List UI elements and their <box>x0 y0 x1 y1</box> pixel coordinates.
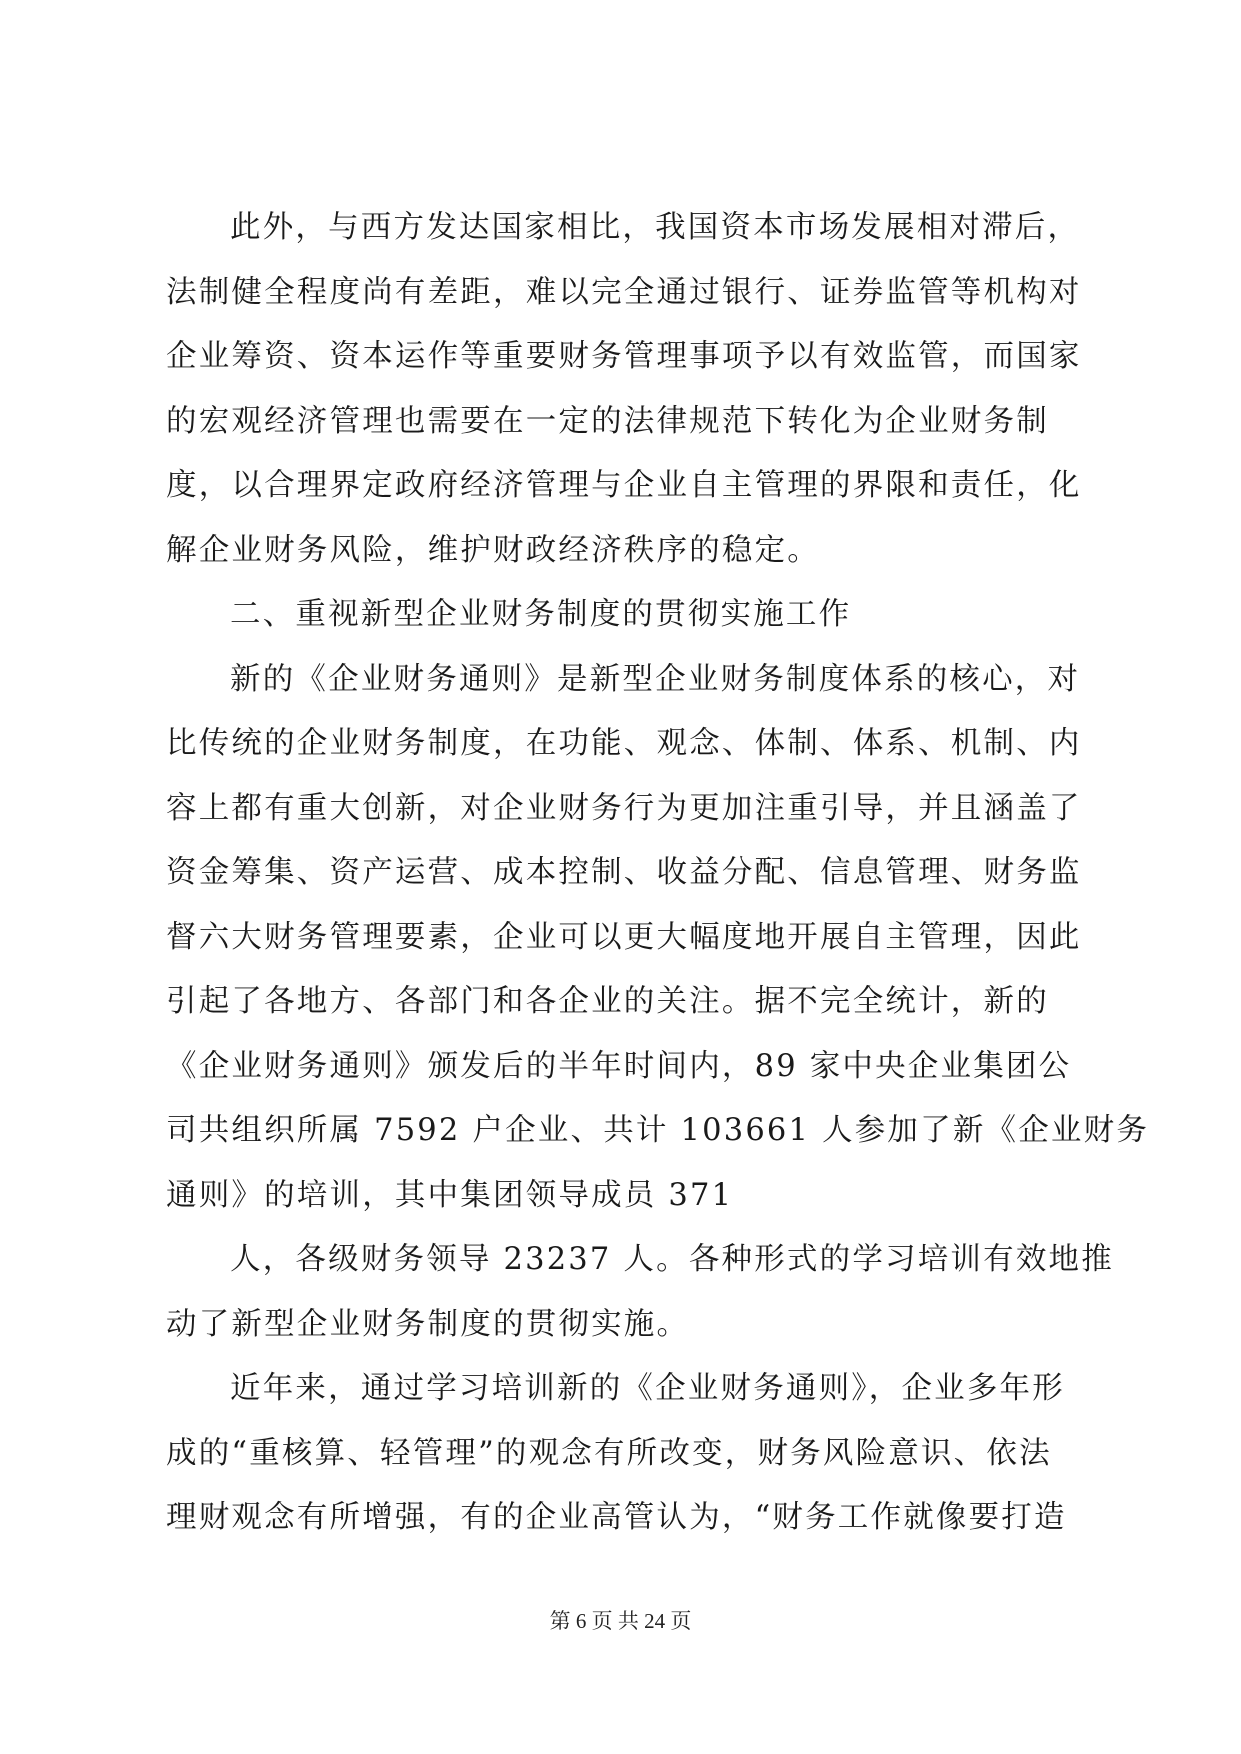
page-footer <box>0 1605 1241 1635</box>
text-line: 的宏观经济管理也需要在一定的法律规范下转化为企业财务制 <box>166 403 1049 439</box>
text-line: 企业筹资、资本运作等重要财务管理事项予以有效监管，而国家 <box>166 339 1082 374</box>
text-line: 解企业财务风险，维护财政经济秩序的稳定。 <box>166 532 820 568</box>
text-line: 成的“重核算、轻管理”的观念有所改变，财务风险意识、依法 <box>166 1435 1052 1471</box>
text-line: 人，各级财务领导 23237 人。各种形式的学习培训有效地推 <box>230 1242 1114 1277</box>
section-heading: 二、重视新型企业财务制度的贯彻实施工作 <box>230 597 852 632</box>
text-line: 资金筹集、资产运营、成本控制、收益分配、信息管理、财务监 <box>166 855 1082 890</box>
text-line: 引起了各地方、各部门和各企业的关注。据不完全统计，新的 <box>166 984 1049 1019</box>
text-line: 度，以合理界定政府经济管理与企业自主管理的界限和责任，化 <box>166 468 1082 503</box>
document-body <box>166 196 1150 1551</box>
text-line: 司共组织所属 7592 户企业、共计 103661 人参加了新《企业财务 <box>166 1113 1150 1148</box>
page-number-label: 第 6 页 共 24 页 <box>549 1609 692 1633</box>
text-line: 法制健全程度尚有差距，难以完全通过银行、证券监管等机构对 <box>166 274 1082 310</box>
text-line: 容上都有重大创新，对企业财务行为更加注重引导，并且涵盖了 <box>166 790 1082 826</box>
text-line: 理财观念有所增强，有的企业高管认为，“财务工作就像要打造 <box>166 1500 1067 1535</box>
text-line: 新的《企业财务通则》是新型企业财务制度体系的核心，对 <box>230 661 1081 697</box>
text-line: 动了新型企业财务制度的贯彻实施。 <box>166 1306 690 1342</box>
text-line: 通则》的培训，其中集团领导成员 371 <box>166 1177 734 1213</box>
text-line: 比传统的企业财务制度，在功能、观念、体制、体系、机制、内 <box>166 726 1082 761</box>
text-line: 《企业财务通则》颁发后的半年时间内，89 家中央企业集团公 <box>166 1048 1072 1084</box>
text-line: 督六大财务管理要素，企业可以更大幅度地开展自主管理，因此 <box>166 919 1082 955</box>
text-line: 近年来，通过学习培训新的《企业财务通则》，企业多年形 <box>230 1371 1065 1406</box>
text-line: 此外，与西方发达国家相比，我国资本市场发展相对滞后， <box>230 210 1081 245</box>
